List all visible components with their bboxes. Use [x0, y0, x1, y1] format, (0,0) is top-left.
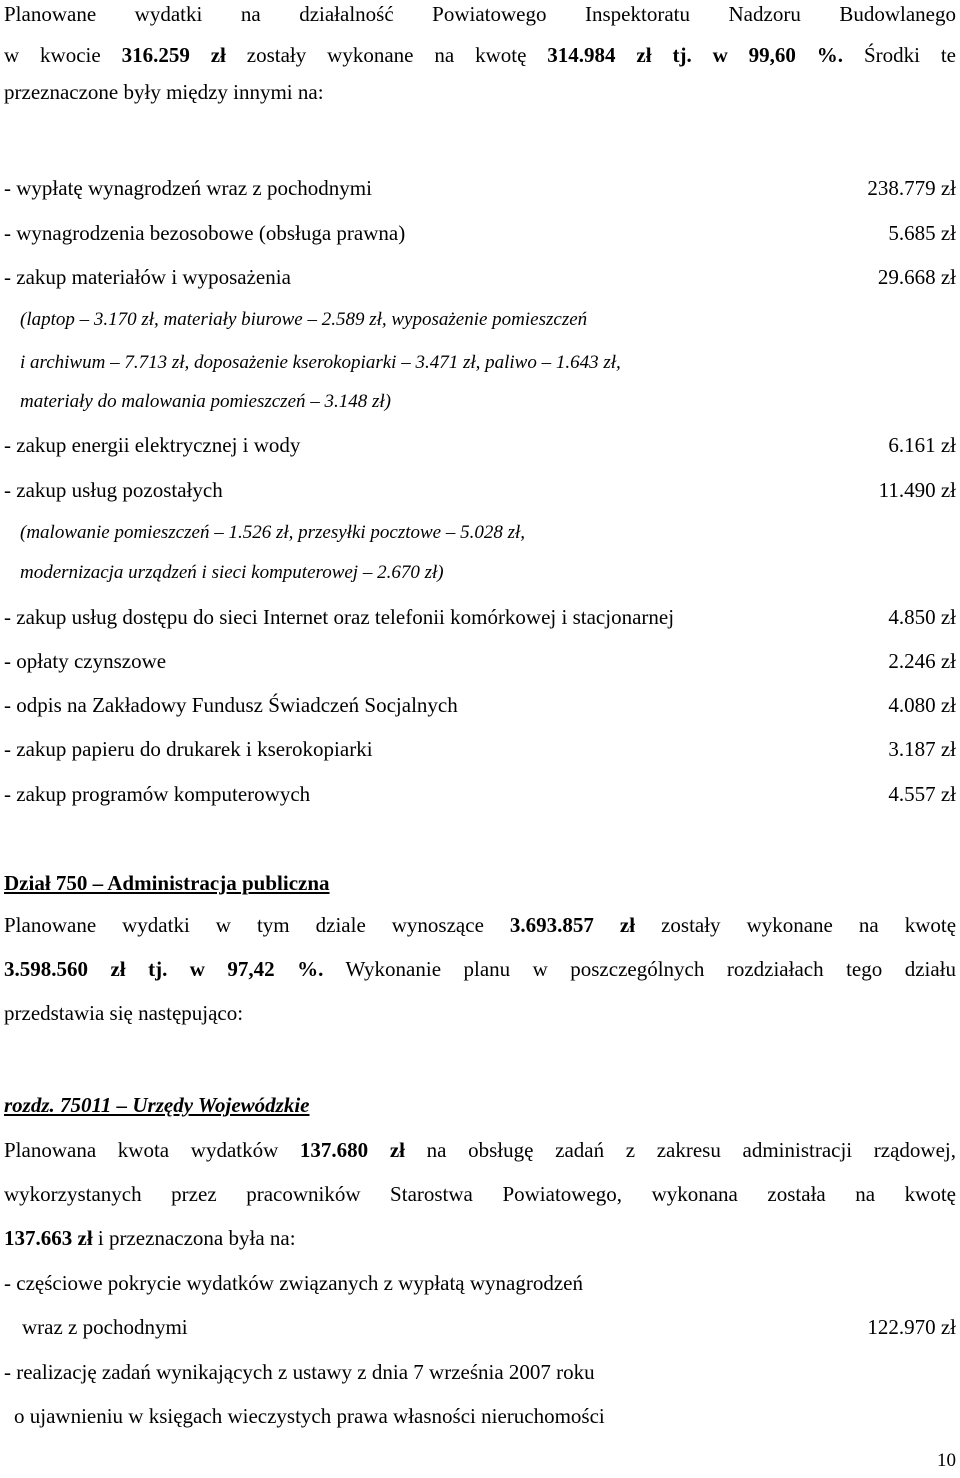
dzial-750-paragraph [4, 914, 956, 1024]
expense-row [4, 433, 956, 457]
expense-label: - wypłatę wynagrodzeń wraz z pochodnymi [4, 176, 372, 200]
expense-label: - zakup programów komputerowych [4, 782, 311, 806]
materials-note-line: i archiwum – 7.713 zł, doposażenie kserokopiarki – 3.471 zł, paliwo – 1.643 zł, [20, 352, 621, 373]
materials-note-line: (laptop – 3.170 zł, materiały biurowe – 2.589 zł, wyposażenie pomieszczeń [20, 309, 588, 330]
expense-row [4, 782, 956, 806]
expense-label: - wynagrodzenia bezosobowe (obsługa prawna) [4, 221, 406, 245]
expense-amount: 3.187 zł [888, 737, 956, 761]
expense-label: wraz z pochodnymi [22, 1315, 188, 1339]
expense-amount: 29.668 zł [877, 265, 956, 289]
paragraph-line: 137.663 zł i przeznaczona była na: [4, 1226, 296, 1250]
expense-label: - opłaty czynszowe [4, 649, 167, 673]
expense-amount: 4.557 zł [888, 782, 956, 806]
expense-row [4, 1360, 956, 1384]
expense-row [4, 649, 956, 673]
expense-label: - częściowe pokrycie wydatków związanych z wypłatą wynagrodzeń [4, 1271, 583, 1295]
expense-row [4, 1404, 956, 1428]
expense-label: - zakup energii elektrycznej i wody [4, 433, 301, 457]
section-heading-dzial-750: Dział 750 – Administracja publiczna [4, 871, 330, 895]
expense-row [4, 737, 956, 761]
expense-label: - zakup materiałów i wyposażenia [4, 265, 291, 289]
intro-paragraph [4, 0, 956, 132]
expense-label: - zakup usług dostępu do sieci Internet oraz telefonii komórkowej i stacjonarnej [4, 605, 675, 629]
expense-row [4, 176, 956, 200]
expense-label: - zakup papieru do drukarek i kserokopiarki [4, 737, 373, 761]
page-number: 10 [937, 1450, 956, 1471]
intro-line-2: w kwocie 316.259 zł zostały wykonane na kwotę 314.984 zł tj. w 99,60 %. Środki te [4, 43, 956, 67]
expense-label: - odpis na Zakładowy Fundusz Świadczeń Socjalnych [4, 693, 458, 717]
expense-amount: 5.685 zł [888, 221, 956, 245]
expense-row [4, 265, 956, 289]
materials-note-line: materiały do malowania pomieszczeń – 3.148 zł) [20, 391, 392, 412]
expense-row [4, 605, 956, 629]
expense-amount: 238.779 zł [867, 176, 956, 200]
expense-amount: 2.246 zł [888, 649, 956, 673]
section-heading-rozdz-75011: rozdz. 75011 – Urzędy Wojewódzkie [4, 1093, 310, 1117]
expense-amount: 4.080 zł [888, 693, 956, 717]
expense-label: - zakup usług pozostałych [4, 478, 223, 502]
expense-amount: 4.850 zł [888, 605, 956, 629]
expense-label: o ujawnieniu w księgach wieczystych prawa własności nieruchomości [14, 1404, 605, 1428]
expense-amount: 6.161 zł [888, 433, 956, 457]
paragraph-line: Planowane wydatki w tym dziale wynoszące 3.693.857 zł zostały wykonane na kwotę [4, 913, 957, 937]
expense-row [4, 478, 956, 502]
services-note-line: (malowanie pomieszczeń – 1.526 zł, przesyłki pocztowe – 5.028 zł, [20, 522, 526, 543]
expense-row [4, 693, 956, 717]
paragraph-line: wykorzystanych przez pracowników Starostwa Powiatowego, wykonana została na kwotę [4, 1182, 956, 1206]
services-note-line: modernizacja urządzeń i sieci komputerowej – 2.670 zł) [20, 562, 444, 583]
paragraph-line: przedstawia się następująco: [4, 1001, 244, 1025]
rozdz-75011-paragraph [4, 1139, 956, 1271]
expense-label: - realizację zadań wynikających z ustawy z dnia 7 września 2007 roku [4, 1360, 595, 1384]
expense-row [4, 1271, 956, 1295]
intro-line-1: Planowane wydatki na działalność Powiatowego Inspektoratu Nadzoru Budowlanego [4, 2, 956, 26]
intro-line-3: przeznaczone były między innymi na: [4, 80, 324, 104]
paragraph-line: 3.598.560 zł tj. w 97,42 %. Wykonanie planu w poszczególnych rozdziałach tego działu [4, 957, 956, 981]
paragraph-line: Planowana kwota wydatków 137.680 zł na obsługę zadań z zakresu administracji rządowej, [4, 1138, 957, 1162]
expense-amount: 122.970 zł [867, 1315, 956, 1339]
expense-row [4, 1315, 956, 1339]
expense-amount: 11.490 zł [878, 478, 956, 502]
expense-row [4, 221, 956, 245]
